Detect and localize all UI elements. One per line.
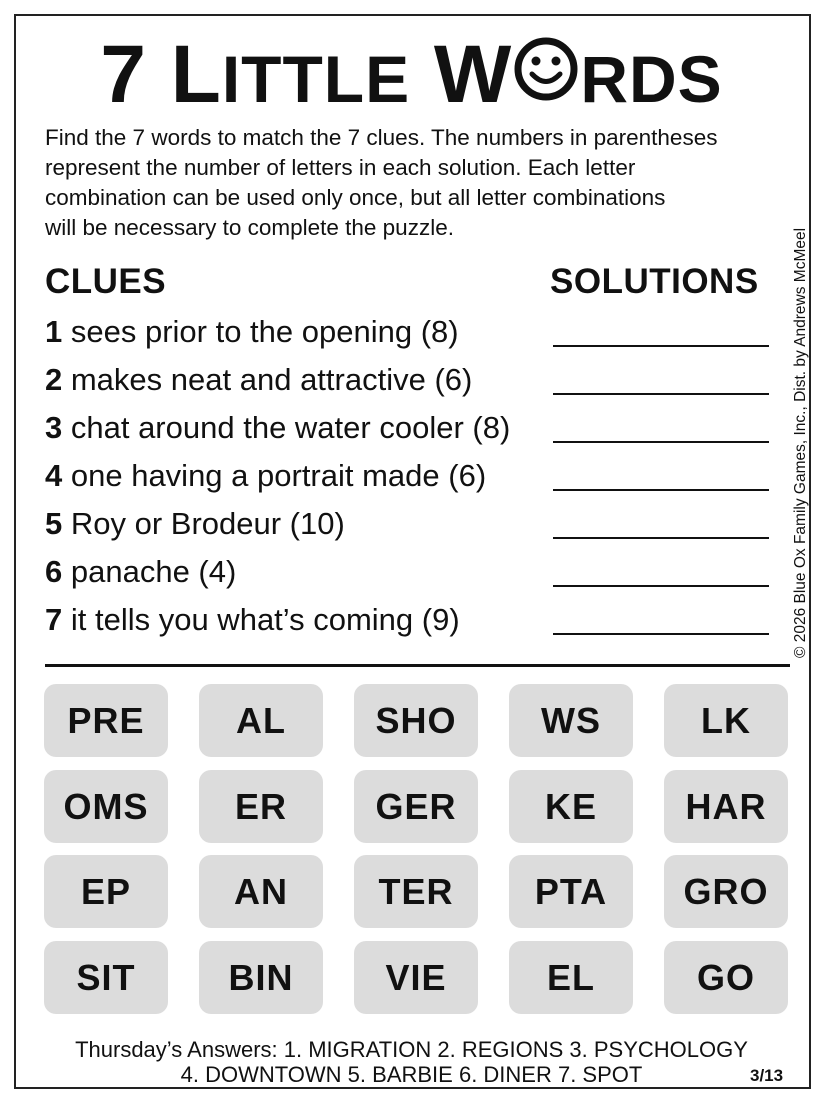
letter-tile[interactable]: PRE <box>44 684 168 757</box>
solution-blank-4[interactable] <box>553 489 769 491</box>
letter-tile[interactable]: ER <box>199 770 323 843</box>
clue-2: 2 makes neat and attractive (6) <box>45 362 473 397</box>
title-part-4: RDS <box>580 42 723 116</box>
solution-blank-7[interactable] <box>553 633 769 635</box>
title-part-1: 7 L <box>100 29 222 120</box>
puzzle-title <box>0 29 823 120</box>
solution-blank-5[interactable] <box>553 537 769 539</box>
copyright-notice: © 2026 Blue Ox Family Games, Inc., Dist. by Andrews McMeel <box>792 227 809 658</box>
letter-tile[interactable]: OMS <box>44 770 168 843</box>
solution-blank-6[interactable] <box>553 585 769 587</box>
letter-tile[interactable]: KE <box>509 770 633 843</box>
solution-blank-1[interactable] <box>553 345 769 347</box>
smiley-icon <box>512 36 580 102</box>
divider <box>45 664 790 667</box>
letter-tile[interactable]: GER <box>354 770 478 843</box>
letter-tile[interactable]: GO <box>664 941 788 1014</box>
instructions-line: will be necessary to complete the puzzle. <box>45 215 454 240</box>
clue-4: 4 one having a portrait made (6) <box>45 458 487 493</box>
letter-tile[interactable]: EP <box>44 855 168 928</box>
previous-answers-line-1: Thursday’s Answers: 1. MIGRATION 2. REGIONS 3. PSYCHOLOGY <box>75 1037 748 1062</box>
letter-tile[interactable]: AL <box>199 684 323 757</box>
letter-tile[interactable]: AN <box>199 855 323 928</box>
instructions-line: combination can be used only once, but all letter combinations <box>45 185 666 210</box>
title-part-3: W <box>410 29 513 120</box>
clues-header: CLUES <box>45 262 167 301</box>
clue-7: 7 it tells you what’s coming (9) <box>45 602 460 637</box>
letter-tile[interactable]: GRO <box>664 855 788 928</box>
puzzle-date: 3/13 <box>750 1066 784 1085</box>
letter-tile[interactable]: VIE <box>354 941 478 1014</box>
previous-answers-line-2: 4. DOWNTOWN 5. BARBIE 6. DINER 7. SPOT <box>180 1062 643 1087</box>
letter-tile[interactable]: SIT <box>44 941 168 1014</box>
clue-3: 3 chat around the water cooler (8) <box>45 410 511 445</box>
instructions-line: Find the 7 words to match the 7 clues. The numbers in parentheses <box>45 125 718 150</box>
solution-blank-3[interactable] <box>553 441 769 443</box>
letter-tile[interactable]: SHO <box>354 684 478 757</box>
letter-tile[interactable]: TER <box>354 855 478 928</box>
solutions-header: SOLUTIONS <box>550 262 759 301</box>
clue-5: 5 Roy or Brodeur (10) <box>45 506 345 541</box>
letter-tile[interactable]: LK <box>664 684 788 757</box>
instructions <box>45 123 795 243</box>
solution-blank-2[interactable] <box>553 393 769 395</box>
clue-1: 1 sees prior to the opening (8) <box>45 314 459 349</box>
letter-tile[interactable]: PTA <box>509 855 633 928</box>
title-part-2: ITTLE <box>221 42 411 116</box>
letter-tile[interactable]: WS <box>509 684 633 757</box>
letter-tile[interactable]: EL <box>509 941 633 1014</box>
letter-tile[interactable]: BIN <box>199 941 323 1014</box>
clue-6: 6 panache (4) <box>45 554 237 589</box>
letter-tile[interactable]: HAR <box>664 770 788 843</box>
instructions-line: represent the number of letters in each solution. Each letter <box>45 155 636 180</box>
